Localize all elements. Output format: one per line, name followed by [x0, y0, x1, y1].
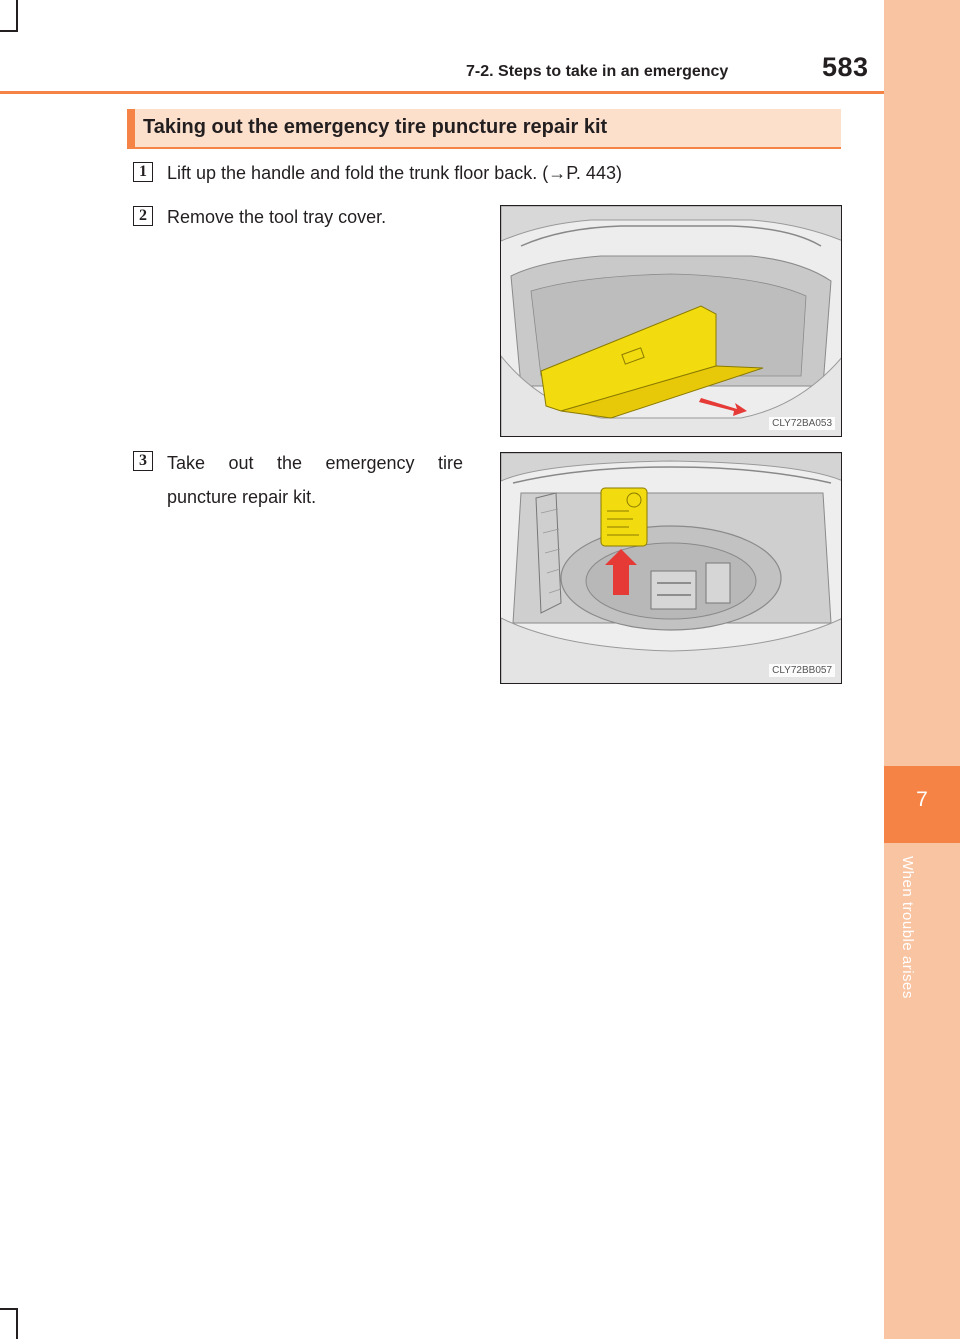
repair-kit-drawing [501, 453, 842, 684]
header-rule [0, 91, 884, 94]
section-accent [127, 109, 135, 147]
trunk-cover-drawing [501, 206, 842, 437]
crop-mark [16, 0, 18, 32]
step-text-2: Remove the tool tray cover. [167, 207, 387, 227]
trunk-cover-illustration [500, 205, 842, 437]
running-header: 7-2. Steps to take in an emergency [466, 63, 729, 80]
step-text-1: Lift up the handle and fold the trunk floor back. (→P. 443) [167, 163, 622, 183]
chapter-number: 7 [916, 788, 928, 811]
step-number-3: 3 [133, 451, 153, 471]
step-number-1: 1 [133, 162, 153, 182]
crop-mark [16, 1308, 18, 1339]
figure-code: CLY72BA053 [769, 417, 835, 430]
repair-kit-illustration [500, 452, 842, 684]
page-number: 583 [822, 52, 869, 82]
section-underline [127, 147, 841, 149]
step-number-2: 2 [133, 206, 153, 226]
section-heading [127, 109, 841, 147]
section-title: Taking out the emergency tire puncture repair kit [143, 116, 608, 138]
chapter-title: When trouble arises [899, 856, 916, 999]
figure-code: CLY72BB057 [769, 664, 835, 677]
chapter-sidebar [884, 0, 960, 1339]
step-text-3: Take out the emergency tire puncture repair kit. [167, 453, 463, 507]
